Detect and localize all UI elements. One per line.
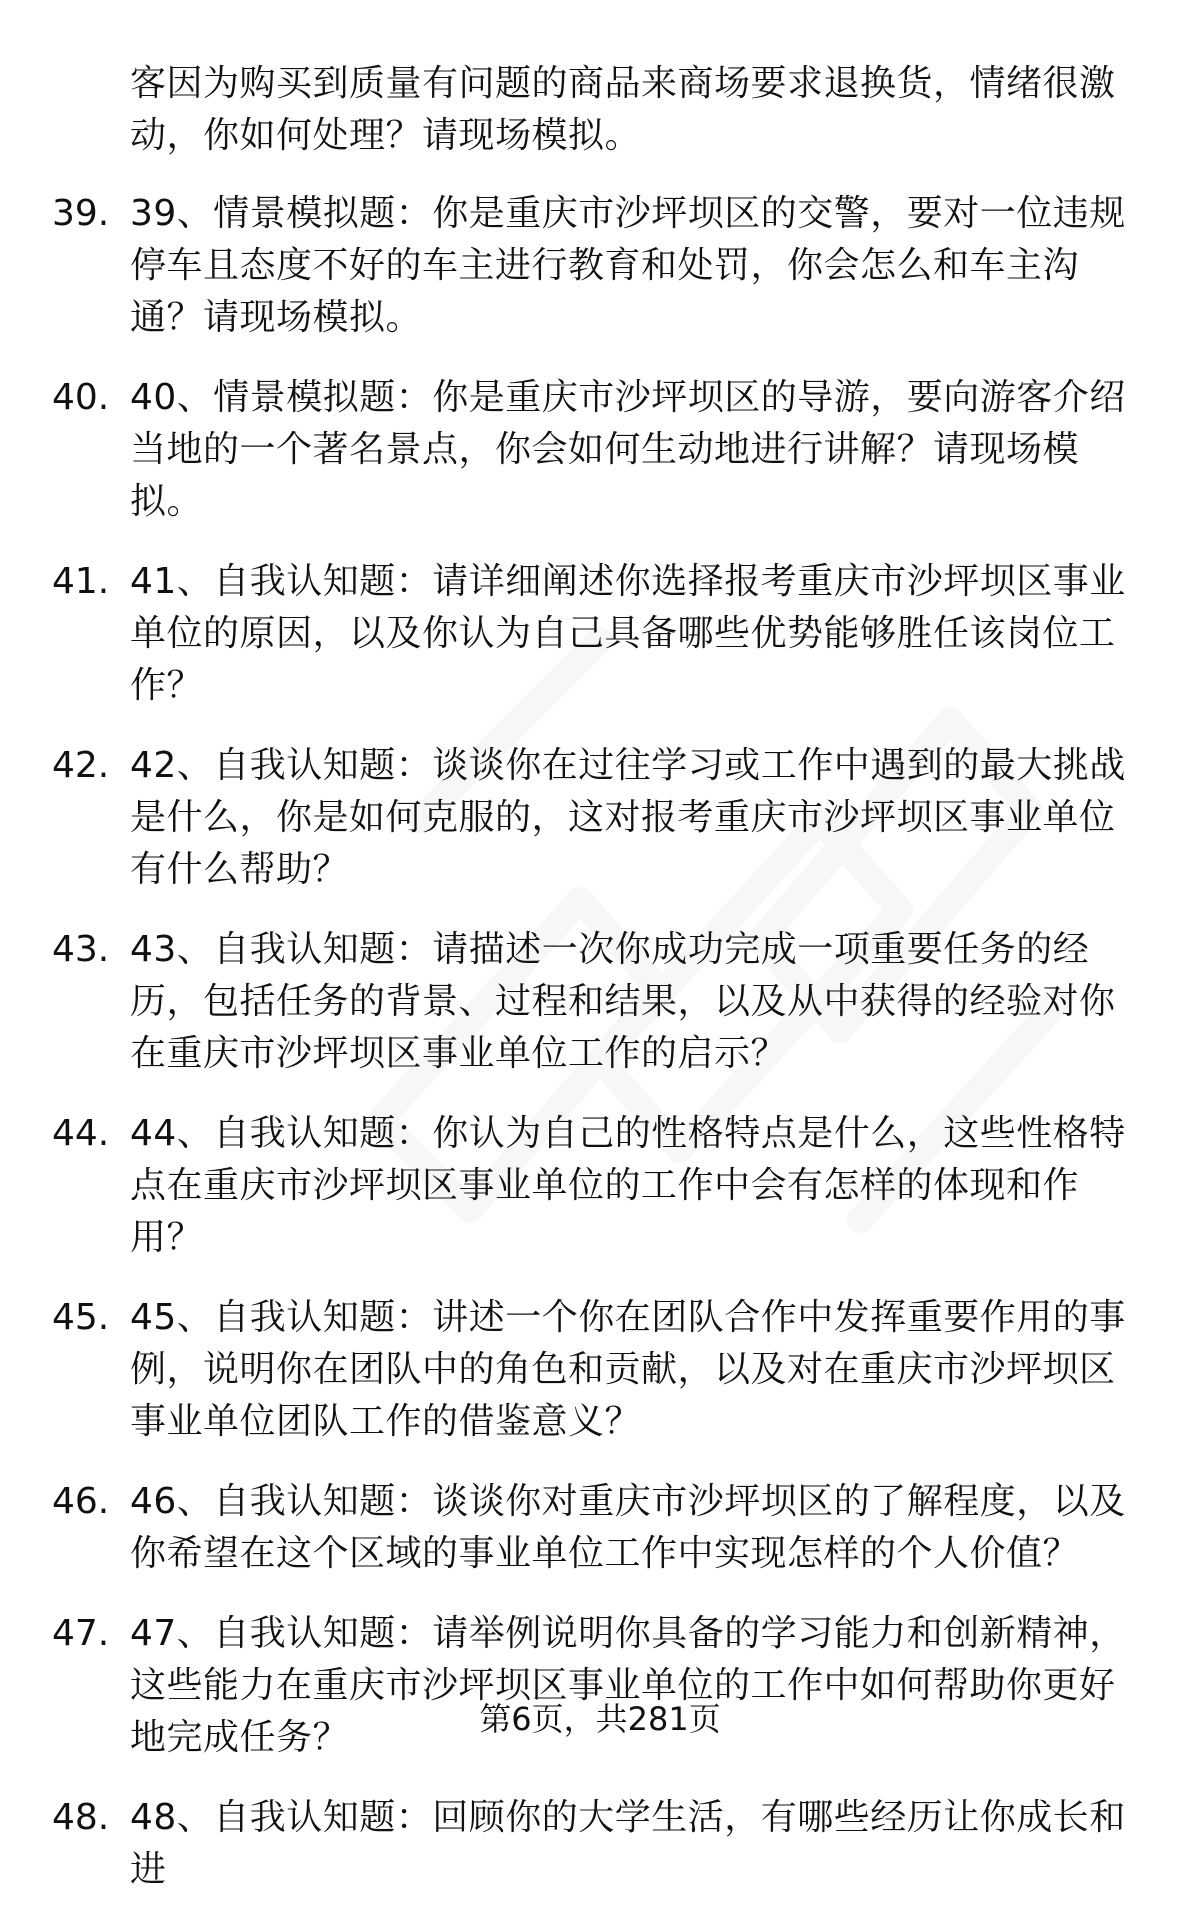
item-number: 46. bbox=[52, 1481, 110, 1522]
list-item bbox=[0, 188, 1200, 344]
item-text: 45、自我认知题：讲述一个你在团队合作中发挥重要作用的事例，说明你在团队中的角色和贡献，以及对在重庆市沙坪坝区事业单位团队工作的借鉴意义？ bbox=[130, 1297, 1126, 1442]
list-item bbox=[0, 924, 1200, 1080]
item-text: 43、自我认知题：请描述一次你成功完成一项重要任务的经历，包括任务的背景、过程和结果，以及从中获得的经验对你在重庆市沙坪坝区事业单位工作的启示？ bbox=[130, 929, 1116, 1074]
item-text: 46、自我认知题：谈谈你对重庆市沙坪坝区的了解程度，以及你希望在这个区域的事业单位工作中实现怎样的个人价值？ bbox=[130, 1481, 1126, 1574]
item-number: 44. bbox=[52, 1113, 110, 1154]
item-number: 43. bbox=[52, 929, 110, 970]
item-text: 39、情景模拟题：你是重庆市沙坪坝区的交警，要对一位违规停车且态度不好的车主进行教育和处罚，你会怎么和车主沟通？请现场模拟。 bbox=[130, 193, 1126, 338]
list-item bbox=[0, 1292, 1200, 1448]
item-number: 41. bbox=[52, 561, 110, 602]
item-text: 44、自我认知题：你认为自己的性格特点是什么，这些性格特点在重庆市沙坪坝区事业单位的工作中会有怎样的体现和作用？ bbox=[130, 1113, 1126, 1258]
list-item bbox=[0, 740, 1200, 896]
item-text: 47、自我认知题：请举例说明你具备的学习能力和创新精神，这些能力在重庆市沙坪坝区事业单位的工作中如何帮助你更好地完成任务？ bbox=[130, 1613, 1126, 1758]
item-number: 45. bbox=[52, 1297, 110, 1338]
list-item bbox=[0, 1792, 1200, 1896]
item-text: 41、自我认知题：请详细阐述你选择报考重庆市沙坪坝区事业单位的原因，以及你认为自己具备哪些优势能够胜任该岗位工作？ bbox=[130, 561, 1126, 706]
item-text: 48、自我认知题：回顾你的大学生活，有哪些经历让你成长和进 bbox=[130, 1797, 1126, 1890]
item-number: 47. bbox=[52, 1613, 110, 1654]
list-item bbox=[0, 372, 1200, 528]
item-number: 39. bbox=[52, 193, 110, 234]
list-item bbox=[0, 1476, 1200, 1580]
page-number-footer: 第6页，共281页 bbox=[479, 1700, 721, 1738]
item-number: 42. bbox=[52, 745, 110, 786]
item-text: 42、自我认知题：谈谈你在过往学习或工作中遇到的最大挑战是什么，你是如何克服的，这对报考重庆市沙坪坝区事业单位有什么帮助？ bbox=[130, 745, 1126, 890]
continued-question-text: 客因为购买到质量有问题的商品来商场要求退换货，情绪很激动，你如何处理？请现场模拟。 bbox=[130, 63, 1116, 156]
item-number: 40. bbox=[52, 377, 110, 418]
list-item bbox=[0, 1108, 1200, 1264]
item-number: 48. bbox=[52, 1797, 110, 1838]
item-text: 40、情景模拟题：你是重庆市沙坪坝区的导游，要向游客介绍当地的一个著名景点，你会如何生动地进行讲解？请现场模拟。 bbox=[130, 377, 1126, 522]
list-item bbox=[0, 556, 1200, 712]
question-list bbox=[0, 188, 1200, 1924]
